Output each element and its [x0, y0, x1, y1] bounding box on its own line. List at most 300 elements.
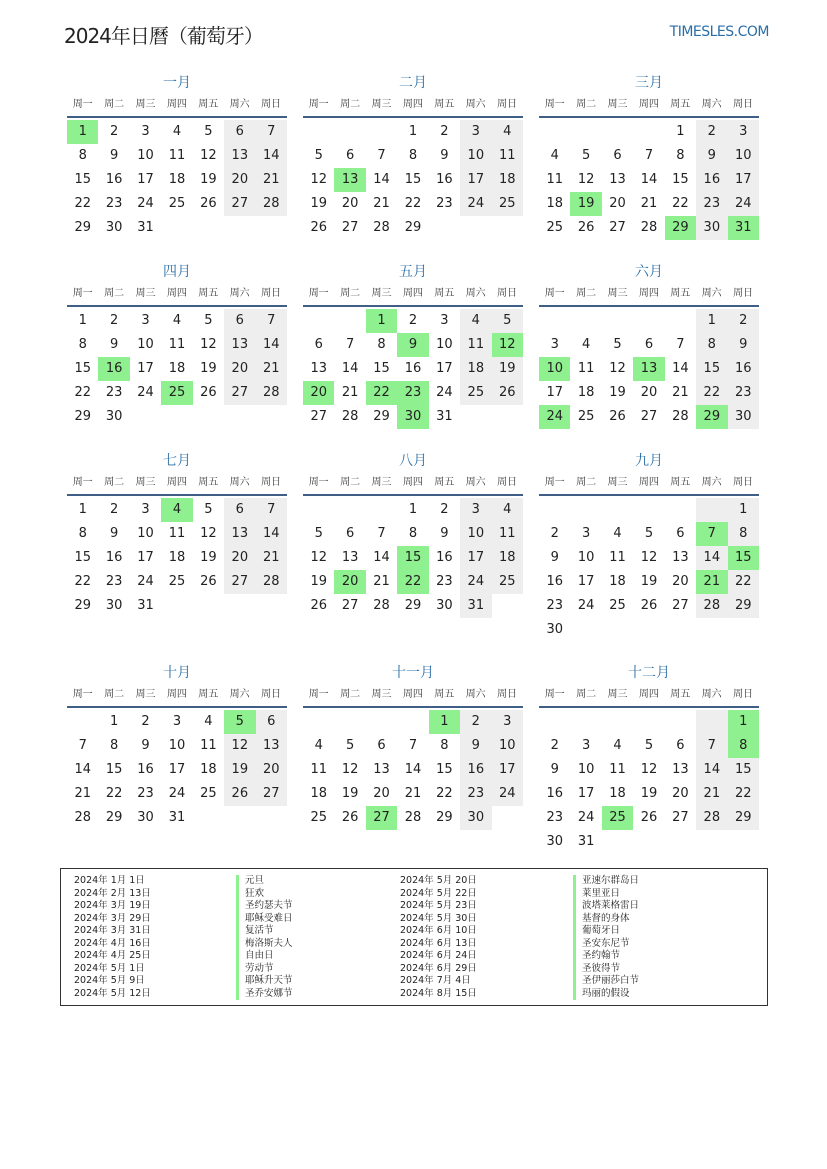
- day-cell[interactable]: 20: [224, 546, 255, 570]
- day-cell[interactable]: 17: [577, 786, 595, 801]
- day-cell[interactable]: 9: [696, 144, 727, 168]
- day-cell[interactable]: 15: [74, 361, 91, 376]
- day-cell[interactable]: 13: [224, 333, 255, 357]
- day-cell[interactable]: 1: [78, 502, 87, 517]
- day-cell[interactable]: 2: [550, 526, 559, 541]
- day-cell[interactable]: 6: [613, 148, 622, 163]
- day-cell[interactable]: 24: [460, 570, 491, 594]
- day-cell[interactable]: 11: [200, 738, 217, 753]
- day-cell[interactable]: 3: [440, 313, 449, 328]
- day-cell[interactable]: 30: [546, 622, 563, 637]
- day-cell[interactable]: 7: [377, 526, 386, 541]
- day-cell[interactable]: 28: [373, 598, 390, 613]
- day-cell[interactable]: 13: [310, 361, 327, 376]
- day-cell[interactable]: 18: [546, 196, 563, 211]
- day-cell[interactable]: 8: [440, 738, 449, 753]
- day-cell[interactable]: 31: [137, 598, 154, 613]
- holiday-day-cell[interactable]: 22: [366, 381, 397, 405]
- day-cell[interactable]: 11: [168, 148, 186, 163]
- day-cell[interactable]: 1: [109, 714, 119, 729]
- day-cell[interactable]: 2: [440, 124, 449, 139]
- day-cell[interactable]: 8: [408, 148, 418, 163]
- day-cell[interactable]: 14: [404, 762, 422, 777]
- day-cell[interactable]: 15: [696, 357, 727, 381]
- day-cell[interactable]: 11: [609, 550, 626, 565]
- day-cell[interactable]: 4: [314, 738, 323, 753]
- day-cell[interactable]: 20: [640, 385, 658, 400]
- day-cell[interactable]: 19: [640, 786, 658, 801]
- day-cell[interactable]: 29: [728, 594, 759, 618]
- day-cell[interactable]: 23: [436, 574, 453, 589]
- holiday-day-cell[interactable]: 15: [728, 546, 759, 570]
- day-cell[interactable]: 4: [550, 148, 559, 163]
- day-cell[interactable]: 6: [676, 526, 685, 541]
- day-cell[interactable]: 16: [105, 550, 123, 565]
- day-cell[interactable]: 12: [200, 148, 217, 163]
- day-cell[interactable]: 10: [577, 550, 595, 565]
- day-cell[interactable]: 26: [310, 598, 327, 613]
- day-cell[interactable]: 14: [74, 762, 91, 777]
- day-cell[interactable]: 10: [436, 337, 453, 352]
- day-cell[interactable]: 7: [256, 309, 287, 333]
- day-cell[interactable]: 25: [492, 570, 523, 594]
- day-cell[interactable]: 31: [168, 810, 186, 825]
- day-cell[interactable]: 30: [105, 409, 123, 424]
- day-cell[interactable]: 12: [609, 361, 626, 376]
- day-cell[interactable]: 16: [105, 172, 123, 187]
- day-cell[interactable]: 3: [550, 337, 559, 352]
- day-cell[interactable]: 9: [109, 526, 119, 541]
- day-cell[interactable]: 19: [200, 550, 217, 565]
- day-cell[interactable]: 8: [109, 738, 119, 753]
- day-cell[interactable]: 16: [137, 762, 154, 777]
- day-cell[interactable]: 15: [105, 762, 123, 777]
- day-cell[interactable]: 22: [74, 196, 91, 211]
- day-cell[interactable]: 18: [168, 361, 186, 376]
- day-cell[interactable]: 14: [373, 550, 390, 565]
- day-cell[interactable]: 10: [577, 762, 595, 777]
- day-cell[interactable]: 30: [460, 806, 491, 830]
- holiday-day-cell[interactable]: 15: [397, 546, 428, 570]
- day-cell[interactable]: 14: [256, 144, 287, 168]
- day-cell[interactable]: 19: [200, 361, 217, 376]
- day-cell[interactable]: 7: [408, 738, 418, 753]
- site-name[interactable]: TIMESLES.COM: [669, 24, 769, 40]
- day-cell[interactable]: 23: [436, 196, 453, 211]
- day-cell[interactable]: 5: [644, 526, 654, 541]
- day-cell[interactable]: 26: [200, 196, 217, 211]
- day-cell[interactable]: 13: [373, 762, 390, 777]
- day-cell[interactable]: 6: [314, 337, 323, 352]
- day-cell[interactable]: 6: [676, 738, 685, 753]
- day-cell[interactable]: 11: [310, 762, 327, 777]
- holiday-day-cell[interactable]: 1: [429, 710, 460, 734]
- day-cell[interactable]: 22: [404, 196, 422, 211]
- day-cell[interactable]: 22: [672, 196, 689, 211]
- day-cell[interactable]: 15: [672, 172, 689, 187]
- day-cell[interactable]: 16: [460, 758, 491, 782]
- day-cell[interactable]: 2: [109, 124, 119, 139]
- holiday-day-cell[interactable]: 25: [602, 806, 633, 830]
- day-cell[interactable]: 19: [200, 172, 217, 187]
- day-cell[interactable]: 24: [137, 574, 154, 589]
- day-cell[interactable]: 18: [609, 574, 626, 589]
- day-cell[interactable]: 8: [377, 337, 386, 352]
- day-cell[interactable]: 16: [436, 550, 453, 565]
- day-cell[interactable]: 9: [440, 148, 449, 163]
- day-cell[interactable]: 6: [345, 148, 355, 163]
- day-cell[interactable]: 6: [345, 526, 355, 541]
- day-cell[interactable]: 3: [141, 502, 150, 517]
- day-cell[interactable]: 2: [141, 714, 150, 729]
- day-cell[interactable]: 17: [728, 168, 759, 192]
- day-cell[interactable]: 18: [609, 786, 626, 801]
- day-cell[interactable]: 23: [460, 782, 491, 806]
- day-cell[interactable]: 9: [728, 333, 759, 357]
- day-cell[interactable]: 23: [105, 385, 123, 400]
- day-cell[interactable]: 28: [256, 570, 287, 594]
- day-cell[interactable]: 18: [310, 786, 327, 801]
- day-cell[interactable]: 29: [404, 220, 422, 235]
- day-cell[interactable]: 2: [460, 710, 491, 734]
- day-cell[interactable]: 13: [609, 172, 626, 187]
- day-cell[interactable]: 9: [550, 762, 559, 777]
- day-cell[interactable]: 10: [492, 734, 523, 758]
- day-cell[interactable]: 17: [436, 361, 453, 376]
- day-cell[interactable]: 16: [728, 357, 759, 381]
- day-cell[interactable]: 7: [377, 148, 386, 163]
- day-cell[interactable]: 25: [492, 192, 523, 216]
- day-cell[interactable]: 26: [310, 220, 327, 235]
- holiday-day-cell[interactable]: 22: [397, 570, 428, 594]
- day-cell[interactable]: 20: [256, 758, 287, 782]
- day-cell[interactable]: 18: [577, 385, 595, 400]
- day-cell[interactable]: 17: [546, 385, 563, 400]
- day-cell[interactable]: 5: [314, 148, 323, 163]
- day-cell[interactable]: 1: [78, 313, 87, 328]
- day-cell[interactable]: 14: [696, 546, 727, 570]
- day-cell[interactable]: 22: [74, 574, 91, 589]
- holiday-day-cell[interactable]: 12: [492, 333, 523, 357]
- day-cell[interactable]: 13: [224, 522, 255, 546]
- day-cell[interactable]: 8: [78, 337, 87, 352]
- day-cell[interactable]: 19: [640, 574, 658, 589]
- day-cell[interactable]: 23: [137, 786, 154, 801]
- day-cell[interactable]: 16: [696, 168, 727, 192]
- day-cell[interactable]: 15: [373, 361, 390, 376]
- day-cell[interactable]: 30: [137, 810, 154, 825]
- day-cell[interactable]: 22: [728, 570, 759, 594]
- day-cell[interactable]: 14: [256, 522, 287, 546]
- day-cell[interactable]: 13: [672, 762, 689, 777]
- day-cell[interactable]: 14: [696, 758, 727, 782]
- day-cell[interactable]: 28: [672, 409, 689, 424]
- holiday-day-cell[interactable]: 10: [539, 357, 570, 381]
- day-cell[interactable]: 29: [728, 806, 759, 830]
- day-cell[interactable]: 12: [640, 762, 658, 777]
- day-cell[interactable]: 19: [341, 786, 359, 801]
- day-cell[interactable]: 6: [224, 498, 255, 522]
- day-cell[interactable]: 14: [373, 172, 390, 187]
- day-cell[interactable]: 8: [696, 333, 727, 357]
- day-cell[interactable]: 29: [74, 409, 91, 424]
- day-cell[interactable]: 15: [436, 762, 453, 777]
- day-cell[interactable]: 24: [728, 192, 759, 216]
- day-cell[interactable]: 26: [577, 220, 595, 235]
- day-cell[interactable]: 4: [613, 526, 622, 541]
- holiday-day-cell[interactable]: 29: [665, 216, 696, 240]
- day-cell[interactable]: 8: [78, 148, 87, 163]
- day-cell[interactable]: 1: [408, 502, 418, 517]
- day-cell[interactable]: 25: [609, 598, 626, 613]
- day-cell[interactable]: 30: [105, 598, 123, 613]
- day-cell[interactable]: 31: [577, 834, 595, 849]
- holiday-day-cell[interactable]: 31: [728, 216, 759, 240]
- day-cell[interactable]: 4: [581, 337, 591, 352]
- day-cell[interactable]: 2: [550, 738, 559, 753]
- day-cell[interactable]: 2: [696, 120, 727, 144]
- day-cell[interactable]: 21: [373, 574, 390, 589]
- day-cell[interactable]: 3: [581, 526, 591, 541]
- day-cell[interactable]: 25: [577, 409, 595, 424]
- day-cell[interactable]: 3: [172, 714, 182, 729]
- day-cell[interactable]: 24: [168, 786, 186, 801]
- day-cell[interactable]: 3: [728, 120, 759, 144]
- day-cell[interactable]: 28: [404, 810, 422, 825]
- holiday-day-cell[interactable]: 8: [728, 734, 759, 758]
- day-cell[interactable]: 23: [546, 810, 563, 825]
- day-cell[interactable]: 7: [256, 120, 287, 144]
- holiday-day-cell[interactable]: 13: [633, 357, 664, 381]
- day-cell[interactable]: 28: [696, 806, 727, 830]
- day-cell[interactable]: 6: [377, 738, 386, 753]
- day-cell[interactable]: 16: [436, 172, 453, 187]
- holiday-day-cell[interactable]: 21: [696, 570, 727, 594]
- day-cell[interactable]: 4: [172, 124, 182, 139]
- day-cell[interactable]: 2: [440, 502, 449, 517]
- day-cell[interactable]: 21: [672, 385, 689, 400]
- day-cell[interactable]: 10: [168, 738, 186, 753]
- day-cell[interactable]: 15: [404, 172, 422, 187]
- day-cell[interactable]: 29: [373, 409, 390, 424]
- day-cell[interactable]: 5: [345, 738, 355, 753]
- day-cell[interactable]: 3: [581, 738, 591, 753]
- day-cell[interactable]: 27: [640, 409, 658, 424]
- day-cell[interactable]: 19: [310, 574, 327, 589]
- day-cell[interactable]: 30: [696, 216, 727, 240]
- holiday-day-cell[interactable]: 29: [696, 405, 727, 429]
- day-cell[interactable]: 20: [341, 196, 359, 211]
- day-cell[interactable]: 11: [460, 333, 491, 357]
- day-cell[interactable]: 24: [460, 192, 491, 216]
- day-cell[interactable]: 4: [492, 498, 523, 522]
- day-cell[interactable]: 25: [168, 574, 186, 589]
- day-cell[interactable]: 26: [200, 385, 217, 400]
- day-cell[interactable]: 12: [341, 762, 359, 777]
- day-cell[interactable]: 14: [672, 361, 689, 376]
- day-cell[interactable]: 10: [460, 144, 491, 168]
- day-cell[interactable]: 28: [256, 192, 287, 216]
- holiday-day-cell[interactable]: 1: [728, 710, 759, 734]
- day-cell[interactable]: 12: [640, 550, 658, 565]
- day-cell[interactable]: 22: [74, 385, 91, 400]
- day-cell[interactable]: 21: [256, 357, 287, 381]
- day-cell[interactable]: 12: [224, 734, 255, 758]
- day-cell[interactable]: 11: [168, 526, 186, 541]
- holiday-day-cell[interactable]: 19: [570, 192, 601, 216]
- day-cell[interactable]: 26: [224, 782, 255, 806]
- day-cell[interactable]: 28: [640, 220, 658, 235]
- day-cell[interactable]: 14: [341, 361, 359, 376]
- day-cell[interactable]: 28: [341, 409, 359, 424]
- day-cell[interactable]: 8: [728, 522, 759, 546]
- day-cell[interactable]: 23: [728, 381, 759, 405]
- day-cell[interactable]: 17: [460, 168, 491, 192]
- day-cell[interactable]: 5: [204, 313, 213, 328]
- holiday-day-cell[interactable]: 5: [224, 710, 255, 734]
- day-cell[interactable]: 14: [256, 333, 287, 357]
- day-cell[interactable]: 31: [137, 220, 154, 235]
- day-cell[interactable]: 16: [546, 574, 563, 589]
- day-cell[interactable]: 5: [492, 309, 523, 333]
- day-cell[interactable]: 29: [74, 220, 91, 235]
- holiday-day-cell[interactable]: 30: [397, 405, 428, 429]
- holiday-day-cell[interactable]: 20: [334, 570, 365, 594]
- day-cell[interactable]: 9: [109, 337, 119, 352]
- day-cell[interactable]: 17: [492, 758, 523, 782]
- day-cell[interactable]: 25: [168, 196, 186, 211]
- day-cell[interactable]: 17: [137, 550, 154, 565]
- holiday-day-cell[interactable]: 24: [539, 405, 570, 429]
- day-cell[interactable]: 7: [256, 498, 287, 522]
- day-cell[interactable]: 26: [640, 810, 658, 825]
- day-cell[interactable]: 19: [310, 196, 327, 211]
- day-cell[interactable]: 29: [74, 598, 91, 613]
- day-cell[interactable]: 8: [408, 526, 418, 541]
- day-cell[interactable]: 21: [256, 546, 287, 570]
- holiday-day-cell[interactable]: 23: [397, 381, 428, 405]
- day-cell[interactable]: 7: [676, 337, 685, 352]
- day-cell[interactable]: 18: [492, 168, 523, 192]
- day-cell[interactable]: 20: [373, 786, 390, 801]
- day-cell[interactable]: 25: [546, 220, 563, 235]
- day-cell[interactable]: 18: [168, 550, 186, 565]
- day-cell[interactable]: 21: [404, 786, 422, 801]
- day-cell[interactable]: 22: [728, 782, 759, 806]
- day-cell[interactable]: 22: [436, 786, 453, 801]
- day-cell[interactable]: 3: [141, 313, 150, 328]
- day-cell[interactable]: 17: [577, 574, 595, 589]
- day-cell[interactable]: 28: [696, 594, 727, 618]
- day-cell[interactable]: 23: [105, 574, 123, 589]
- day-cell[interactable]: 12: [200, 526, 217, 541]
- day-cell[interactable]: 24: [436, 385, 453, 400]
- day-cell[interactable]: 26: [492, 381, 523, 405]
- day-cell[interactable]: 2: [109, 502, 119, 517]
- day-cell[interactable]: 7: [345, 337, 355, 352]
- day-cell[interactable]: 21: [696, 782, 727, 806]
- day-cell[interactable]: 21: [256, 168, 287, 192]
- day-cell[interactable]: 1: [728, 498, 759, 522]
- day-cell[interactable]: 21: [373, 196, 390, 211]
- day-cell[interactable]: 10: [137, 526, 154, 541]
- day-cell[interactable]: 30: [728, 405, 759, 429]
- day-cell[interactable]: 23: [696, 192, 727, 216]
- day-cell[interactable]: 31: [436, 409, 453, 424]
- day-cell[interactable]: 9: [440, 526, 449, 541]
- day-cell[interactable]: 21: [640, 196, 658, 211]
- day-cell[interactable]: 7: [696, 734, 727, 758]
- day-cell[interactable]: 3: [460, 498, 491, 522]
- day-cell[interactable]: 13: [341, 550, 359, 565]
- day-cell[interactable]: 24: [577, 598, 595, 613]
- day-cell[interactable]: 29: [105, 810, 123, 825]
- day-cell[interactable]: 11: [492, 144, 523, 168]
- day-cell[interactable]: 10: [728, 144, 759, 168]
- day-cell[interactable]: 1: [676, 124, 685, 139]
- day-cell[interactable]: 17: [460, 546, 491, 570]
- day-cell[interactable]: 25: [460, 381, 491, 405]
- day-cell[interactable]: 26: [200, 574, 217, 589]
- day-cell[interactable]: 20: [224, 168, 255, 192]
- day-cell[interactable]: 3: [141, 124, 150, 139]
- day-cell[interactable]: 19: [224, 758, 255, 782]
- day-cell[interactable]: 16: [546, 786, 563, 801]
- day-cell[interactable]: 12: [577, 172, 595, 187]
- day-cell[interactable]: 25: [200, 786, 217, 801]
- day-cell[interactable]: 16: [404, 361, 422, 376]
- day-cell[interactable]: 17: [168, 762, 186, 777]
- holiday-day-cell[interactable]: 13: [334, 168, 365, 192]
- day-cell[interactable]: 4: [172, 313, 182, 328]
- day-cell[interactable]: 15: [74, 550, 91, 565]
- day-cell[interactable]: 8: [78, 526, 87, 541]
- day-cell[interactable]: 31: [460, 594, 491, 618]
- day-cell[interactable]: 6: [224, 120, 255, 144]
- holiday-day-cell[interactable]: 16: [98, 357, 129, 381]
- day-cell[interactable]: 20: [609, 196, 626, 211]
- day-cell[interactable]: 24: [492, 782, 523, 806]
- day-cell[interactable]: 22: [105, 786, 123, 801]
- day-cell[interactable]: 9: [460, 734, 491, 758]
- day-cell[interactable]: 19: [492, 357, 523, 381]
- day-cell[interactable]: 5: [613, 337, 622, 352]
- day-cell[interactable]: 6: [256, 710, 287, 734]
- day-cell[interactable]: 3: [460, 120, 491, 144]
- day-cell[interactable]: 5: [314, 526, 323, 541]
- day-cell[interactable]: 21: [341, 385, 359, 400]
- day-cell[interactable]: 15: [728, 758, 759, 782]
- day-cell[interactable]: 18: [492, 546, 523, 570]
- day-cell[interactable]: 28: [256, 381, 287, 405]
- day-cell[interactable]: 2: [408, 313, 418, 328]
- day-cell[interactable]: 30: [436, 598, 453, 613]
- holiday-day-cell[interactable]: 20: [303, 381, 334, 405]
- holiday-day-cell[interactable]: 7: [696, 522, 727, 546]
- day-cell[interactable]: 6: [224, 309, 255, 333]
- day-cell[interactable]: 5: [644, 738, 654, 753]
- day-cell[interactable]: 24: [577, 810, 595, 825]
- day-cell[interactable]: 10: [137, 337, 154, 352]
- day-cell[interactable]: 23: [105, 196, 123, 211]
- day-cell[interactable]: 18: [200, 762, 217, 777]
- holiday-day-cell[interactable]: 9: [397, 333, 428, 357]
- day-cell[interactable]: 19: [609, 385, 626, 400]
- day-cell[interactable]: 20: [224, 357, 255, 381]
- day-cell[interactable]: 26: [640, 598, 658, 613]
- day-cell[interactable]: 20: [672, 786, 689, 801]
- day-cell[interactable]: 27: [224, 381, 255, 405]
